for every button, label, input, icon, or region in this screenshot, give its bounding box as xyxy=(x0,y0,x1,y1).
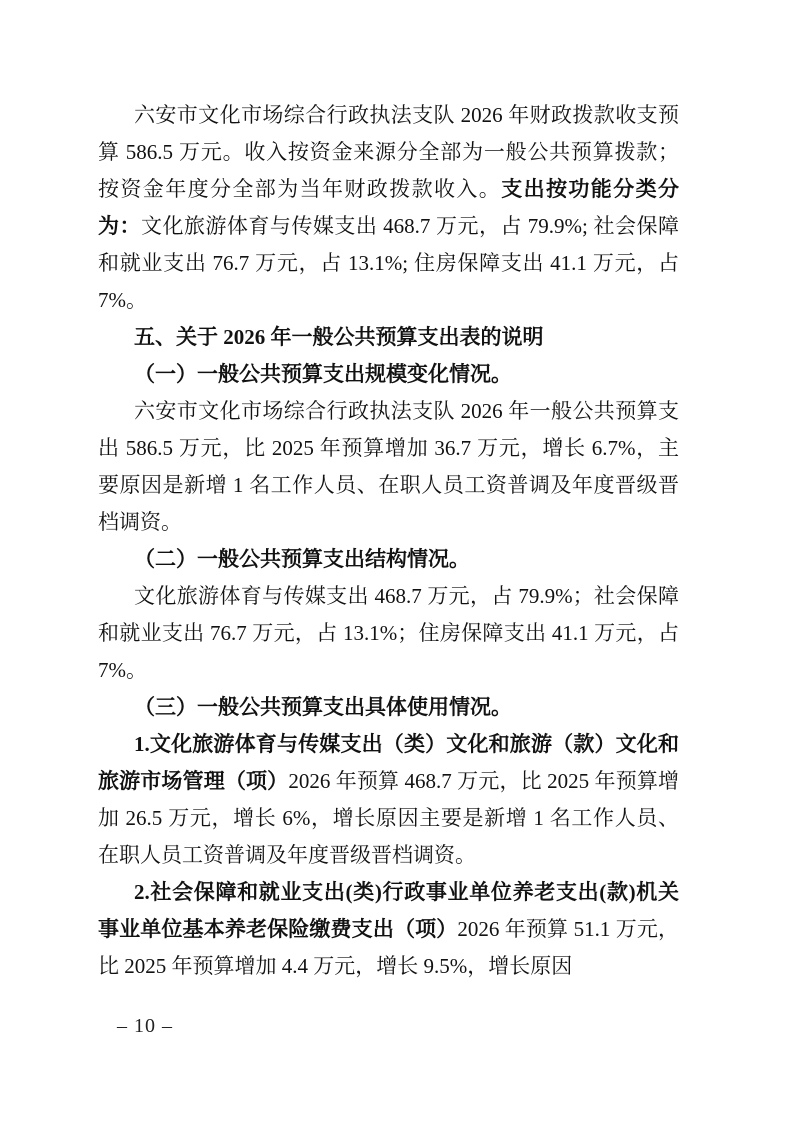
paragraph-item-1-culture-tourism xyxy=(98,726,679,874)
sub-heading-3-specific-usage: （三）一般公共预算支出具体使用情况。 xyxy=(134,695,512,719)
paragraph-fiscal-appropriation-overview xyxy=(98,97,679,319)
section-heading-5: 五、关于 2026 年一般公共预算支出表的说明 xyxy=(134,325,544,349)
paragraph-budget-structure: 文化旅游体育与传媒支出 468.7 万元，占 79.9%；社会保障和就业支出 76.7 万元，占 13.1%；住房保障支出 41.1 万元，占 7%。 xyxy=(98,584,679,682)
page-number: – 10 – xyxy=(117,1015,173,1037)
document-body xyxy=(98,97,679,985)
text-run-bold-expenditure-by-function: 支出按功能分类分为： xyxy=(98,177,680,238)
paragraph-budget-scale-change: 六安市文化市场综合行政执法支队 2026 年一般公共预算支出 586.5 万元，比 2025 年预算增加 36.7 万元，增长 6.7%，主要原因是新增 1 名工作人员、在职人员工资普调及年度晋级晋档调资。 xyxy=(98,399,679,534)
text-run: 文化旅游体育与传媒支出 468.7 万元，占 79.9%; 社会保障和就业支出 76.7 万元，占 13.1%; 住房保障支出 41.1 万元，占 7%。 xyxy=(98,214,680,312)
text-run: 2026 年预算 468.7 万元，比 2025 年预算增加 26.5 万元，增长 6%，增长原因主要是新增 1 名工作人员、在职人员工资普调及年度晋级晋档调资。 xyxy=(98,769,679,867)
paragraph-item-2-social-security xyxy=(98,874,679,985)
text-run: 六安市文化市场综合行政执法支队 2026 年财政拨款收支预算 586.5 万元。收入按资金来源分全部为一般公共预算拨款；按资金年度分全部为当年财政拨款收入。 xyxy=(98,103,679,201)
text-run-bold-item-2-title: 2.社会保障和就业支出(类)行政事业单位养老支出(款)机关事业单位基本养老保险缴费支出（项） xyxy=(98,880,679,941)
text-run-bold-item-1-title: 1.文化旅游体育与传媒支出（类）文化和旅游（款）文化和旅游市场管理（项） xyxy=(98,732,679,793)
text-run: 2026 年预算 51.1 万元，比 2025 年预算增加 4.4 万元，增长 9.5%，增长原因 xyxy=(98,917,680,978)
sub-heading-2-structure: （二）一般公共预算支出结构情况。 xyxy=(134,547,470,571)
sub-heading-1-scale-change: （一）一般公共预算支出规模变化情况。 xyxy=(134,362,512,386)
